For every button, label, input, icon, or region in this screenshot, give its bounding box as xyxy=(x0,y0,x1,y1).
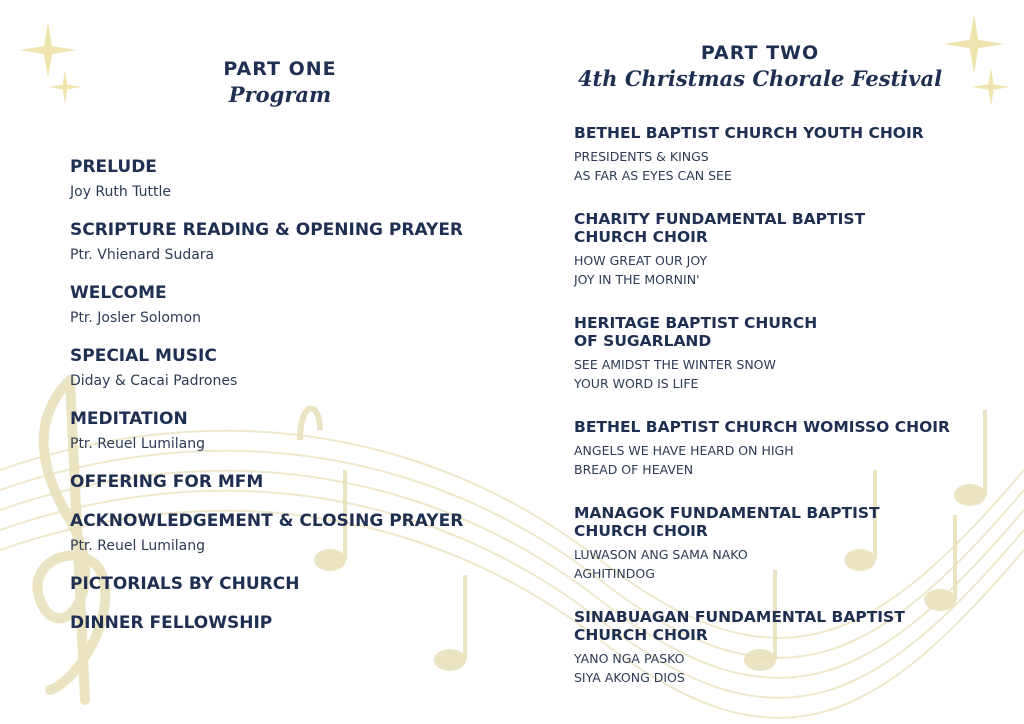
program-item xyxy=(70,573,510,595)
program-item-title: SPECIAL MUSIC xyxy=(70,346,217,366)
choir-name xyxy=(574,314,994,350)
program-item xyxy=(70,612,510,634)
choir-list xyxy=(574,124,994,712)
program-item xyxy=(70,282,510,328)
song-title: HOW GREAT OUR JOY xyxy=(574,253,708,268)
choir-entry xyxy=(574,314,994,393)
choir-entry xyxy=(574,124,994,185)
program-item-presenter: Diday & Cacai Padrones xyxy=(70,373,238,389)
program-item xyxy=(70,156,510,202)
song-title: YOUR WORD IS LIFE xyxy=(574,376,699,391)
program-item-title: ACKNOWLEDGEMENT & CLOSING PRAYER xyxy=(70,511,464,531)
choir-songs xyxy=(574,649,994,687)
song-title: JOY IN THE MORNIN' xyxy=(574,272,700,287)
choir-songs xyxy=(574,147,994,185)
choir-name-line: CHURCH CHOIR xyxy=(574,228,708,246)
choir-name-line: MANAGOK FUNDAMENTAL BAPTIST xyxy=(574,504,880,522)
part-one-subtitle: Program xyxy=(228,82,332,107)
program-item-presenter: Joy Ruth Tuttle xyxy=(70,184,171,200)
part-two-subtitle: 4th Christmas Chorale Festival xyxy=(577,66,943,91)
choir-name-line: HERITAGE BAPTIST CHURCH xyxy=(574,314,818,332)
program-item-title: SCRIPTURE READING & OPENING PRAYER xyxy=(70,220,464,240)
program-item-title: WELCOME xyxy=(70,283,167,303)
choir-name xyxy=(574,124,994,142)
program-item-presenter: Ptr. Josler Solomon xyxy=(70,310,201,326)
song-title: SIYA AKONG DIOS xyxy=(574,670,685,685)
song-title: AGHITINDOG xyxy=(574,566,655,581)
program-item-title: MEDITATION xyxy=(70,409,188,429)
choir-name-line: BETHEL BAPTIST CHURCH YOUTH CHOIR xyxy=(574,124,924,142)
program-item-presenter: Ptr. Reuel Lumilang xyxy=(70,538,206,554)
sparkle-icon xyxy=(48,70,82,104)
choir-name xyxy=(574,418,994,436)
choir-name-line: CHURCH CHOIR xyxy=(574,522,708,540)
song-title: BREAD OF HEAVEN xyxy=(574,462,694,477)
program-item xyxy=(70,219,510,265)
part-two-title: PART TWO xyxy=(700,42,820,64)
program-item-title: OFFERING FOR MFM xyxy=(70,472,264,492)
choir-entry xyxy=(574,504,994,583)
program-item xyxy=(70,345,510,391)
choir-name xyxy=(574,504,994,540)
program-item-presenter: Ptr. Vhienard Sudara xyxy=(70,247,215,263)
sparkle-icon xyxy=(944,14,1004,74)
program-item-presenter: Ptr. Reuel Lumilang xyxy=(70,436,206,452)
part-two-header xyxy=(570,42,950,91)
song-title: SEE AMIDST THE WINTER SNOW xyxy=(574,357,776,372)
choir-name-line: SINABUAGAN FUNDAMENTAL BAPTIST xyxy=(574,608,905,626)
part-one-header xyxy=(180,58,380,107)
choir-name-line: CHARITY FUNDAMENTAL BAPTIST xyxy=(574,210,866,228)
song-title: LUWASON ANG SAMA NAKO xyxy=(574,547,748,562)
sparkle-icon xyxy=(972,68,1010,106)
choir-songs xyxy=(574,355,994,393)
choir-name xyxy=(574,210,994,246)
song-title: AS FAR AS EYES CAN SEE xyxy=(574,168,732,183)
choir-name-line: OF SUGARLAND xyxy=(574,332,712,350)
choir-songs xyxy=(574,545,994,583)
song-title: YANO NGA PASKO xyxy=(574,651,685,666)
choir-name-line: BETHEL BAPTIST CHURCH WOMISSO CHOIR xyxy=(574,418,950,436)
program-item xyxy=(70,510,510,556)
program-item-title: PICTORIALS BY CHURCH xyxy=(70,574,300,594)
choir-songs xyxy=(574,441,994,479)
program-list xyxy=(70,156,510,651)
part-one-title: PART ONE xyxy=(223,58,337,80)
choir-songs xyxy=(574,251,994,289)
choir-entry xyxy=(574,608,994,687)
choir-name xyxy=(574,608,994,644)
program-item xyxy=(70,408,510,454)
program-item xyxy=(70,471,510,493)
program-item-title: PRELUDE xyxy=(70,157,157,177)
song-title: PRESIDENTS & KINGS xyxy=(574,149,709,164)
program-item-title: DINNER FELLOWSHIP xyxy=(70,613,273,633)
choir-name-line: CHURCH CHOIR xyxy=(574,626,708,644)
song-title: ANGELS WE HAVE HEARD ON HIGH xyxy=(574,443,794,458)
choir-entry xyxy=(574,210,994,289)
choir-entry xyxy=(574,418,994,479)
